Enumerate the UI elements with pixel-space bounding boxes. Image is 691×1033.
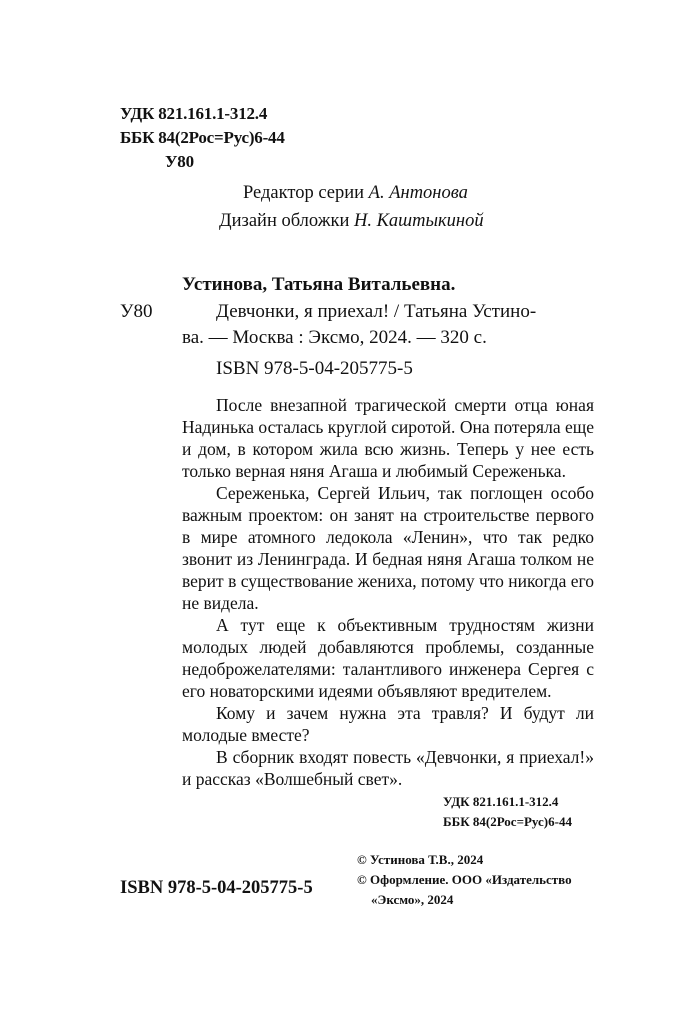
catalog-isbn: ISBN 978-5-04-205775-5 (216, 358, 413, 379)
annotation-paragraph: После внезапной трагической смерти отца юная Надинька осталась круглой сиротой. Она потеряла еще и дом, в котором жила всю жизнь. Теперь у нее есть только верная няня Агаша и любимый Сереженька. (182, 395, 594, 481)
footer-bbk: ББК 84(2Рос=Рус)6-44 (443, 814, 572, 829)
udk-code: УДК 821.161.1-312.4 (120, 104, 268, 123)
annotation-paragraph: А тут еще к объективным трудностям жизни молодых людей добавляются проблемы, созданные недоброжелателями: талантливого инженера Сергея с его новаторскими идеями объявляют вредителем. (182, 615, 594, 701)
annotation-paragraph: Кому и зачем нужна эта травля? И будут ли молодые вместе? (182, 703, 594, 745)
cover-design-label: Дизайн обложки (219, 211, 350, 231)
annotation-paragraph: В сборник входят повесть «Девчонки, я приехал!» и рассказ «Волшебный свет». (182, 747, 594, 789)
footer-udk: УДК 821.161.1-312.4 (443, 794, 559, 809)
catalog-title-line-1: Девчонки, я приехал! / Татьяна Устино- (216, 301, 537, 322)
copyright-design-line-2: «Эксмо», 2024 (371, 892, 454, 907)
annotation (182, 394, 594, 790)
cover-designer-name: Н. Каштыкиной (353, 211, 484, 231)
footer-isbn: ISBN 978-5-04-205775-5 (120, 878, 313, 898)
bbk-code: ББК 84(2Рос=Рус)6-44 (120, 128, 285, 147)
catalog-author: Устинова, Татьяна Витальевна. (182, 274, 456, 295)
series-editor-label: Редактор серии (243, 183, 365, 203)
series-editor-credit (243, 180, 468, 206)
copyright-author: © Устинова Т.В., 2024 (357, 852, 484, 867)
series-editor-name: А. Антонова (368, 183, 468, 203)
catalog-title-line-2: ва. — Москва : Эксмо, 2024. — 320 с. (182, 327, 487, 348)
annotation-paragraph: Сереженька, Сергей Ильич, так поглощен особо важным проектом: он занят на строительстве первого в мире атомного ледокола «Ленин», что так редко звонит из Ленинграда. И бедная няня Агаша толком не верит в существование жениха, потому что никогда его не видела. (182, 483, 595, 613)
cover-design-credit (219, 208, 484, 234)
copyright-design-line-1: © Оформление. ООО «Издательство (357, 872, 572, 887)
author-mark: У80 (165, 152, 194, 171)
catalog-author-mark: У80 (120, 301, 153, 322)
